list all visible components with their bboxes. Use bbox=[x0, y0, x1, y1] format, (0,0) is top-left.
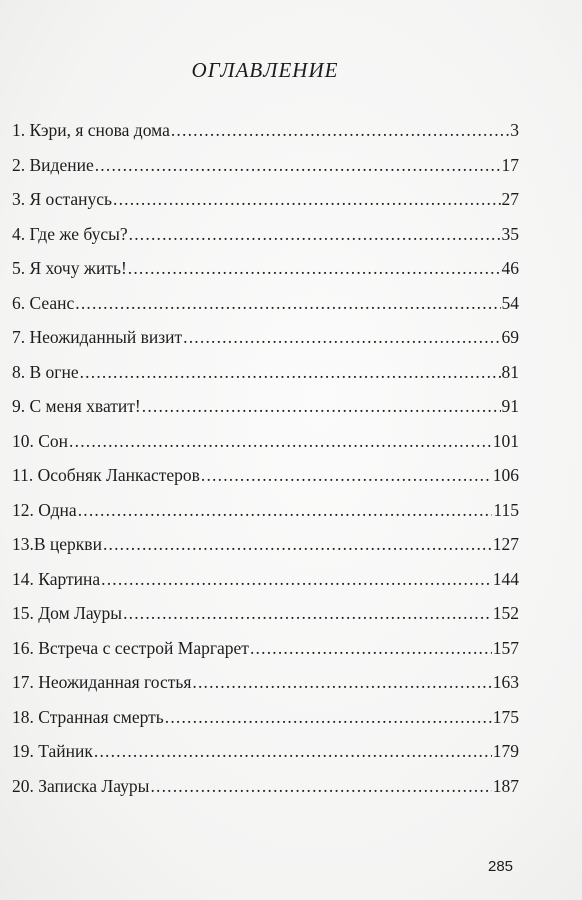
toc-entry-page: 179 bbox=[492, 741, 519, 761]
toc-leader-dots bbox=[142, 389, 501, 424]
toc-leader-dots bbox=[192, 665, 491, 700]
toc-leader-dots bbox=[123, 596, 492, 631]
toc-entry-label: 17. Неожиданная гостья bbox=[12, 672, 192, 692]
toc-leader-dots bbox=[183, 320, 500, 355]
toc-entry-7 bbox=[12, 320, 519, 355]
toc-entry-13 bbox=[12, 527, 519, 562]
toc-entry-18 bbox=[12, 700, 519, 735]
toc-entry-14 bbox=[12, 562, 519, 597]
toc-leader-dots bbox=[250, 631, 492, 666]
toc-entry-12 bbox=[12, 493, 519, 528]
toc-entry-page: 152 bbox=[492, 603, 519, 623]
toc-entry-17 bbox=[12, 665, 519, 700]
toc-entry-label: 16. Встреча с сестрой Маргарет bbox=[12, 637, 249, 658]
toc-entry-1 bbox=[12, 113, 519, 148]
toc-entry-page: 91 bbox=[501, 396, 519, 416]
toc-leader-dots bbox=[129, 217, 501, 252]
page-number: 285 bbox=[488, 858, 514, 875]
toc-entry-6 bbox=[12, 286, 519, 321]
toc-leader-dots bbox=[80, 355, 501, 390]
toc-entry-page: 115 bbox=[493, 499, 519, 520]
toc-entry-page: 35 bbox=[501, 223, 519, 244]
toc-entry-20 bbox=[12, 769, 519, 804]
toc-entry-label: 9. С меня хватит! bbox=[12, 396, 141, 416]
toc-entry-page: 17 bbox=[501, 154, 519, 175]
toc-leader-dots bbox=[75, 286, 500, 321]
toc-leader-dots bbox=[201, 458, 492, 493]
toc-entry-label: 2. Видение bbox=[12, 154, 94, 175]
toc-entry-label: 13.В церкви bbox=[12, 534, 102, 554]
toc-leader-dots bbox=[113, 182, 501, 217]
toc-leader-dots bbox=[150, 769, 491, 804]
toc-entry-3 bbox=[12, 182, 519, 217]
toc-leader-dots bbox=[171, 113, 509, 148]
toc-entry-page: 54 bbox=[501, 292, 519, 313]
toc-entry-label: 6. Сеанс bbox=[12, 292, 75, 313]
toc-leader-dots bbox=[103, 527, 492, 562]
toc-entry-label: 5. Я хочу жить! bbox=[12, 258, 127, 278]
toc-entry-page: 163 bbox=[492, 672, 519, 692]
toc-entry-label: 7. Неожиданный визит bbox=[12, 327, 183, 347]
toc-entry-page: 127 bbox=[492, 534, 519, 554]
toc-entry-label: 1. Кэри, я снова дома bbox=[12, 120, 170, 140]
toc-entry-label: 8. В огне bbox=[12, 361, 79, 382]
toc-entry-label: 3. Я останусь bbox=[12, 189, 112, 209]
toc-entry-page: 106 bbox=[492, 465, 519, 485]
toc-entry-label: 15. Дом Лауры bbox=[12, 603, 123, 623]
toc-entry-page: 69 bbox=[501, 327, 519, 347]
toc-entry-page: 46 bbox=[501, 258, 519, 278]
toc-entry-label: 10. Сон bbox=[12, 430, 69, 451]
toc-entry-page: 144 bbox=[492, 568, 519, 589]
toc-entry-label: 19. Тайник bbox=[12, 741, 93, 761]
toc-entry-8 bbox=[12, 355, 519, 390]
toc-entry-page: 81 bbox=[501, 361, 519, 382]
page-title: ОГЛАВЛЕНИЕ bbox=[191, 58, 339, 82]
toc-entry-page: 3 bbox=[510, 120, 519, 140]
toc-leader-dots bbox=[78, 493, 493, 528]
toc-entry-page: 101 bbox=[492, 430, 519, 451]
toc-entry-label: 18. Странная смерть bbox=[12, 706, 164, 727]
toc-entry-page: 187 bbox=[492, 775, 519, 796]
toc-leader-dots bbox=[165, 700, 492, 735]
toc-entry-2 bbox=[12, 148, 519, 183]
toc-entry-label: 12. Одна bbox=[12, 499, 77, 520]
toc-entry-10 bbox=[12, 424, 519, 459]
toc-entry-label: 14. Картина bbox=[12, 568, 101, 589]
toc-entry-page: 157 bbox=[492, 637, 519, 658]
toc-leader-dots bbox=[101, 562, 492, 597]
toc-leader-dots bbox=[69, 424, 492, 459]
toc-leader-dots bbox=[128, 251, 501, 286]
toc-entry-page: 175 bbox=[492, 706, 519, 727]
table-of-contents bbox=[12, 113, 519, 803]
toc-entry-4 bbox=[12, 217, 519, 252]
toc-leader-dots bbox=[94, 734, 492, 769]
toc-entry-9 bbox=[12, 389, 519, 424]
toc-entry-11 bbox=[12, 458, 519, 493]
toc-entry-page: 27 bbox=[501, 189, 519, 209]
toc-entry-label: 20. Записка Лауры bbox=[12, 775, 150, 796]
toc-leader-dots bbox=[95, 148, 501, 183]
toc-entry-15 bbox=[12, 596, 519, 631]
toc-entry-label: 11. Особняк Ланкастеров bbox=[12, 465, 200, 485]
toc-entry-19 bbox=[12, 734, 519, 769]
toc-entry-label: 4. Где же бусы? bbox=[12, 223, 128, 244]
toc-entry-16 bbox=[12, 631, 519, 666]
toc-entry-5 bbox=[12, 251, 519, 286]
